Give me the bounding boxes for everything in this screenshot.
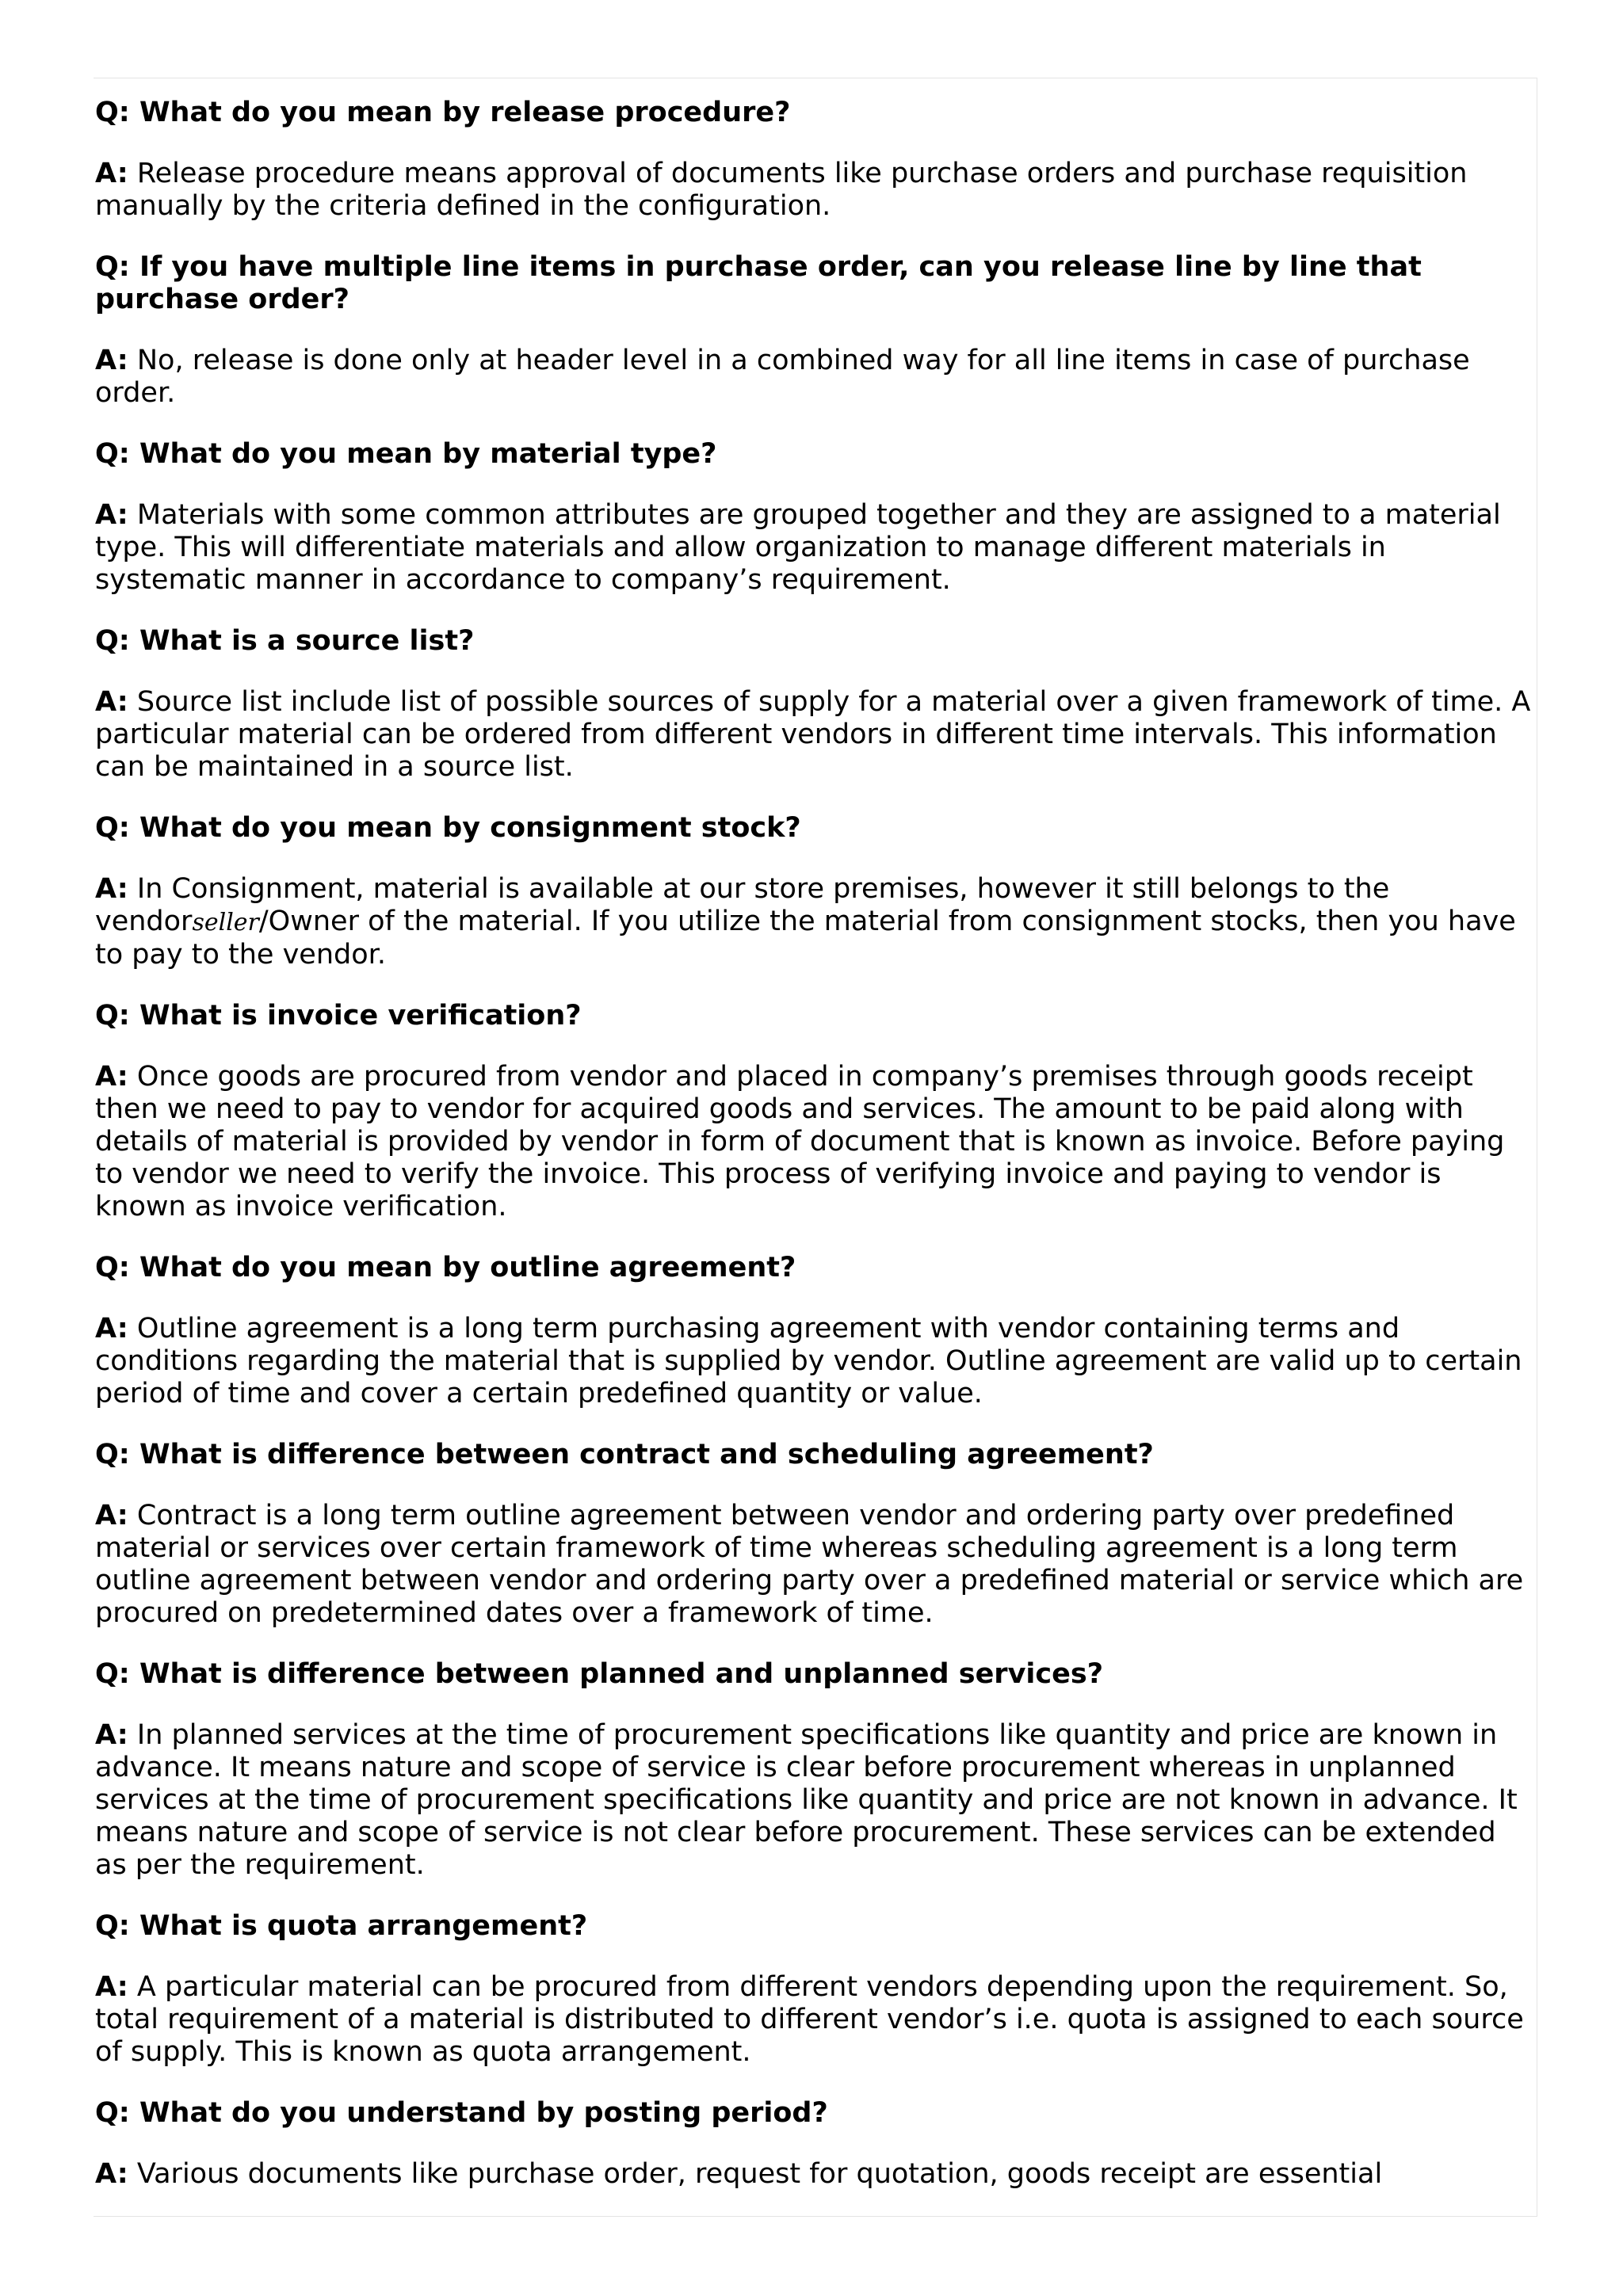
qa-item-posting-period <box>95 2097 1533 2191</box>
answer-prefix: A: <box>95 1971 128 2003</box>
answer-text-end: /Owner of the material. If you utilize the material from consignment stocks, then you have to pay to the vendor. <box>95 906 1516 971</box>
question-text: What is a source list? <box>139 625 475 657</box>
question-text: What is invoice verification? <box>139 1000 582 1032</box>
answer-prefix: A: <box>95 1719 128 1751</box>
question-prefix: Q: <box>95 1000 130 1032</box>
answer-text: Contract is a long term outline agreement between vendor and ordering party over predefined material or services over certain framework of time whereas scheduling agreement is a long term outline agreement between vendor and ordering party over a predefined material or service which are procured on predetermined dates over a framework of time. <box>95 1500 1524 1629</box>
answer-prefix: A: <box>95 1061 128 1093</box>
answer <box>95 873 1533 971</box>
qa-item-contract-vs-scheduling <box>95 1439 1533 1630</box>
answer-text: Once goods are procured from vendor and placed in company’s premises through goods receipt then we need to pay to vendor for acquired goods and services. The amount to be paid along with details of material is provided by vendor in form of document that is known as invoice. Before paying to vendor we need to verify the invoice. This process of verifying invoice and paying to vendor is known as invoice verification. <box>95 1061 1505 1222</box>
answer-text: Outline agreement is a long term purchasing agreement with vendor containing terms and conditions regarding the material that is supplied by vendor. Outline agreement are valid up to certain period of time and cover a certain predefined quantity or value. <box>95 1313 1522 1409</box>
answer-text: Release procedure means approval of documents like purchase orders and purchase requisition manually by the criteria defined in the configuration. <box>95 158 1468 222</box>
question-prefix: Q: <box>95 812 130 844</box>
qa-item-invoice-verification <box>95 1000 1533 1223</box>
question-prefix: Q: <box>95 438 130 470</box>
question <box>95 1658 1533 1691</box>
answer-text: Various documents like purchase order, request for quotation, goods receipt are essential <box>136 2158 1383 2190</box>
qa-item-consignment-stock <box>95 812 1533 971</box>
answer-prefix: A: <box>95 158 128 189</box>
question <box>95 1000 1533 1032</box>
answer-text-seller: seller <box>192 909 259 936</box>
answer-text: A particular material can be procured from different vendors depending upon the requirement. So, total requirement of a material is distributed to different vendor’s i.e. quota is assigned to each source of supply. This is known as quota arrangement. <box>95 1971 1524 2068</box>
answer-prefix: A: <box>95 1313 128 1344</box>
answer <box>95 2158 1533 2191</box>
answer <box>95 158 1533 223</box>
question-prefix: Q: <box>95 1910 130 1942</box>
qa-item-line-item-release <box>95 251 1533 410</box>
qa-item-release-procedure <box>95 97 1533 223</box>
question <box>95 251 1533 316</box>
question-prefix: Q: <box>95 625 130 657</box>
question <box>95 625 1533 658</box>
question-text: What do you mean by consignment stock? <box>139 812 801 844</box>
question-prefix: Q: <box>95 1439 130 1470</box>
question <box>95 97 1533 129</box>
qa-item-outline-agreement <box>95 1252 1533 1410</box>
answer-text: Source list include list of possible sources of supply for a material over a given framework of time. A particular material can be ordered from different vendors in different time intervals. This information can be maintained in a source list. <box>95 686 1531 783</box>
answer-prefix: A: <box>95 499 128 531</box>
question <box>95 2097 1533 2130</box>
question-text: What is difference between contract and scheduling agreement? <box>139 1439 1154 1470</box>
question-text: What is difference between planned and unplanned services? <box>139 1658 1103 1690</box>
qa-item-source-list <box>95 625 1533 784</box>
answer-text-start: In Consignment, material is available at our store premises, however it still belongs to the vendor <box>95 873 1390 937</box>
answer <box>95 686 1533 784</box>
question <box>95 812 1533 845</box>
question-prefix: Q: <box>95 1658 130 1690</box>
answer-text: No, release is done only at header level in a combined way for all line items in case of purchase order. <box>95 345 1470 409</box>
answer-text: Materials with some common attributes are grouped together and they are assigned to a material type. This will differentiate materials and allow organization to manage different materials in systematic manner in accordance to company’s requirement. <box>95 499 1501 596</box>
answer-text: In planned services at the time of procurement specifications like quantity and price are known in advance. It means nature and scope of service is clear before procurement whereas in unplanned services at the time of procurement specifications like quantity and price are not known in advance. It means nature and scope of service is not clear before procurement. These services can be extended as per the requirement. <box>95 1719 1518 1881</box>
question-prefix: Q: <box>95 1252 130 1283</box>
answer <box>95 345 1533 410</box>
question <box>95 1252 1533 1284</box>
question <box>95 1910 1533 1943</box>
question-prefix: Q: <box>95 97 130 128</box>
question-text: What do you understand by posting period? <box>139 2097 828 2129</box>
question-prefix: Q: <box>95 251 130 283</box>
answer-prefix: A: <box>95 2158 128 2190</box>
answer-prefix: A: <box>95 345 128 376</box>
answer <box>95 1719 1533 1882</box>
answer <box>95 1500 1533 1630</box>
answer <box>95 1061 1533 1223</box>
question-text: What do you mean by outline agreement? <box>139 1252 796 1283</box>
qa-item-material-type <box>95 438 1533 597</box>
answer <box>95 499 1533 597</box>
qa-item-quota-arrangement <box>95 1910 1533 2069</box>
question-text: What is quota arrangement? <box>139 1910 588 1942</box>
document-body <box>95 97 1533 2219</box>
qa-item-planned-unplanned-services <box>95 1658 1533 1882</box>
question <box>95 438 1533 471</box>
answer-prefix: A: <box>95 873 128 905</box>
question-text: If you have multiple line items in purchase order, can you release line by line that purchase order? <box>95 251 1422 315</box>
answer <box>95 1313 1533 1410</box>
answer-prefix: A: <box>95 1500 128 1531</box>
question-prefix: Q: <box>95 2097 130 2129</box>
question-text: What do you mean by release procedure? <box>139 97 791 128</box>
answer <box>95 1971 1533 2069</box>
question-text: What do you mean by material type? <box>139 438 717 470</box>
question <box>95 1439 1533 1471</box>
answer-prefix: A: <box>95 686 128 718</box>
